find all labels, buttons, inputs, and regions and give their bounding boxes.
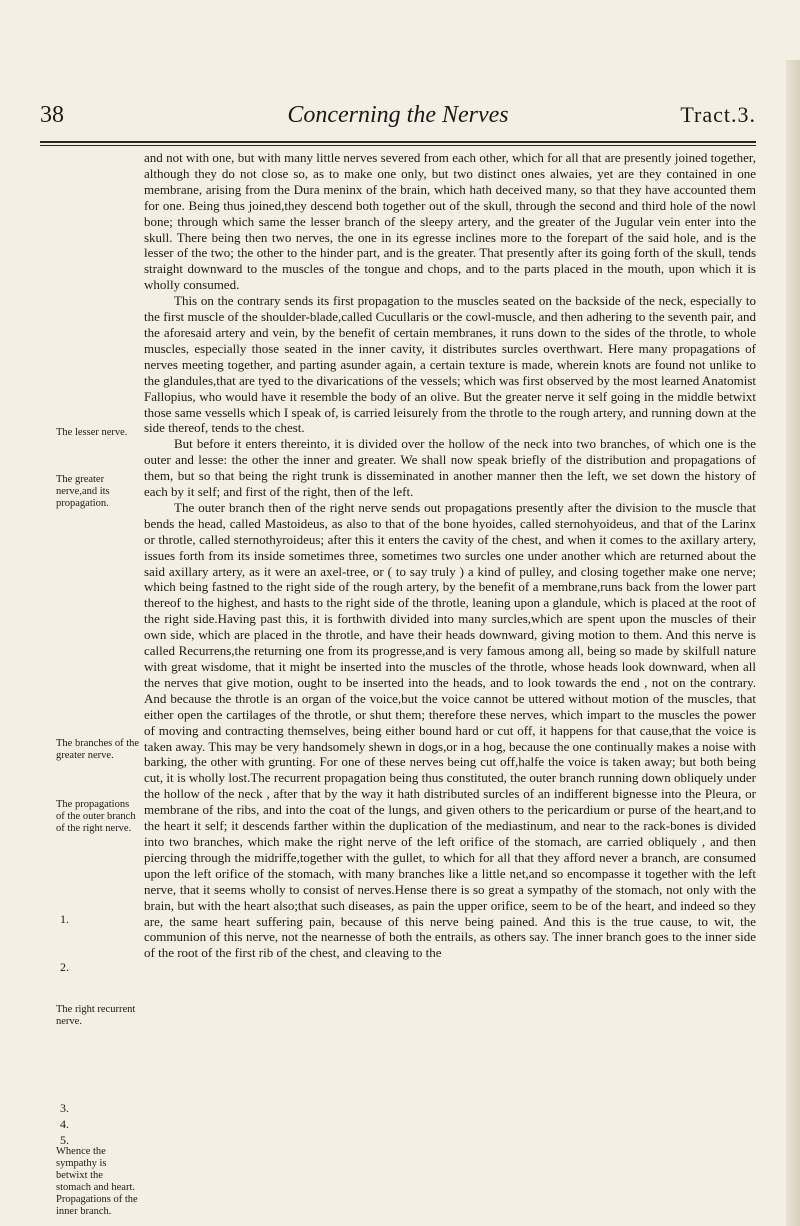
section-label: Tract.3. — [680, 102, 756, 127]
paragraph: This on the contrary sends its first propagation to the muscles seated on the backside of the neck, especially to the first muscle of the shoulder-blade,called Cucullaris or the cowl-muscle, and then adhering to the seventh pair, and the aforesaid artery and vein, by the benefit of certain membranes, it runs down to the sides of the throtle, to whole muscles, especially those seated in the inner cavity, it distributes surcles overthwart. Here many propagations of nerves meeting together, and parting asunder again, a certain texture is made, wherein knots are found not unlike to the glandules,that are tyed to the divarications of the vessels; which was first observed by the most learned Anatomist Fallopius, who would have it resemble the body of an olive. But the greater nerve it self going in the middle betwixt those same vessells which I speak of, is carried leisurely from the throtle to the rough artery, and running down at the side thereof, tends to the chest. — [144, 293, 756, 436]
paragraph: But before it enters thereinto, it is divided over the hollow of the neck into two branches, of which one is the outer and lesse: the other the inner and greater. We shall now speak briefly of the distribution and propagations of them, but so that being the right trunk is disseminated in another manner then the left, we set down the history of each by it self; and first of the right, then of the left. — [144, 436, 756, 500]
margin-number: 3. — [60, 1101, 69, 1115]
margin-number: 5. — [60, 1133, 69, 1147]
margin-note-lesser-nerve: The lesser nerve. — [56, 427, 128, 438]
paragraph: and not with one, but with many little nerves severed from each other, which for all that are presently joined together, although they do not close so, as to make one only, but two distinct ones alwaies, yet are they contained in one membrane, arising from the Dura meninx of the brain, which hath deceived many, so that they have accounted them for one. Being thus joined,they descend both together out of the skull, through the second and third hole of the nowl bone; through which same the lesser branch of the sleepy artery, and the greater of the Jugular vein enter into the skull. There being then two nerves, the one in its egresse inclines more to the forepart of the said hole, and is the lesser of the two; the other to the hinder part, and is the greater. That presently after its going forth of the skull, tends straight downward to the muscles of the tongue and chops, and to the parts placed in the mouth, upon which it is wholly consumed. — [144, 150, 756, 293]
margin-note-outer-branch: The propagations of the outer branch of the right nerve. — [56, 799, 136, 834]
header-rule-thin — [40, 145, 756, 146]
header-rule — [40, 141, 756, 143]
margin-note-recurrent-nerve: The right recurrent nerve. — [56, 1004, 136, 1027]
margin-note-branches: The branches of the greater nerve. — [56, 738, 140, 761]
margin-note-greater-nerve: The greater nerve,and its propagation. — [56, 474, 110, 509]
margin-number: 4. — [60, 1117, 69, 1131]
running-title: Concerning the Nerves — [287, 102, 509, 128]
body-text — [144, 150, 756, 961]
margin-number: 2. — [60, 960, 69, 974]
page-edge-shadow — [786, 60, 800, 1226]
page-number: 38 — [40, 102, 64, 128]
paragraph: The outer branch then of the right nerve sends out propagations presently after the division to the muscle that bends the head, called Mastoideus, as also to that of the bone hyoides, called sternohyoideus, and that of the Larinx or throtle, called sternothyroideus; after this it enters the cavity of the chest, and when it comes to the axillary artery, issues forth from its inside sometimes three, sometimes two surcles one under another which are returned about the said axillary artery, as it were an axel-tree, or ( to say truly ) a kind of pulley, and closing together make one nerve; which being fastned to the right side of the rough artery, by the benefit of a membrane,runs back from the lower part thereof to the highest, and hasts to the right side of the throtle, leaning upon a glandule, which is placed at the root of the right side.Having past this, it is forthwith divided into many surcles,which are spent upon the muscles of their own side, which are placed in the throtle, and have their heads downward, giving motion to them. And this nerve is called Recurrens,the returning one from its progresse,and is very famous among all, being so made by skilfull nature with great wisdome, that it might be inserted into the muscles of the throtle, whose heads look downward, when all the nerves that give motion, ought to be inserted into the heads, and to look towards the end , not on the contrary. And because the throtle is an organ of the voice,but the voice cannot be uttered without motion of the muscles, that either open the cartilages of the throtle, or shut them; therefore these nerves, which impart to the muscles the power of moving and contracting themselves, being either bound hard or cut off, it happens for that cause,that the voice is taken away. This may be very handsomely shewn in dogs,or in a hog, because the one continually makes a noise with barking, the other with grunting. For one of these nerves being cut off,halfe the voice is taken away; but both being cut, it is wholly lost.The recurrent propagation being thus constituted, the outer branch running down obliquely under the hollow of the neck , after that by the way it hath distributed surcles of an indifferent bignesse into the Pleura, or membrane of the ribs, and into the coat of the lungs, and given others to the pericardium or purse of the heart,and to the heart it self; it descends farther within the duplication of the mediastinum, and near to the rack-bones is divided into two branches, which make the right nerve of the left orifice of the stomach, are carried obliquely , and then piercing through the midriffe,together with the gullet, to which for all that they afford never a branch, are consumed upon the left orifice of the stomach, with many branches like a little net,and so encompasse it together with the left nerve, that it seems wholly to consist of nerves.Hense there is so great a sympathy of the stomach, not only with the brain, but with the heart also;that such diseases, as pain the upper orifice, seem to be of the heart, and indeed so they are, the same heart suffering pain, because of this nerve being pained. And this is the true cause, to wit, the communion of this nerve, not the nearnesse of both the entrails, as others say. The inner branch goes to the inner side of the root of the first rib of the chest, and cleaving to the — [144, 499, 756, 961]
margin-note-inner-branch: Propagations of the inner branch. — [56, 1194, 138, 1217]
page-header — [40, 102, 756, 140]
margin-note-sympathy: Whence the sympathy is betwixt the stomach and heart. — [56, 1146, 136, 1193]
margin-number: 1. — [60, 912, 69, 926]
